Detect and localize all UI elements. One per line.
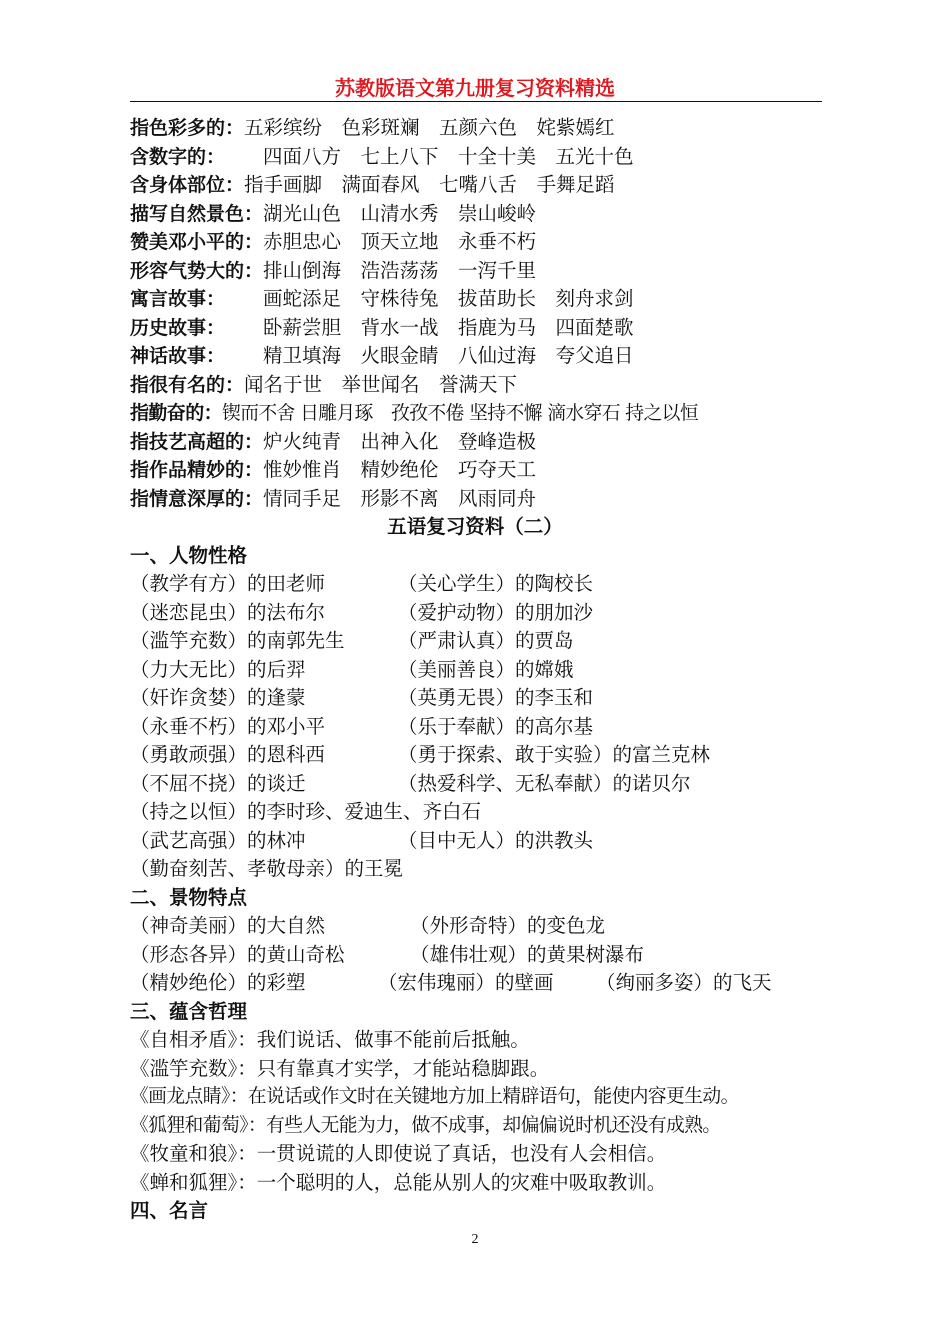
list-item: 《滥竽充数》：只有靠真才实学，才能站稳脚跟。 bbox=[130, 1056, 550, 1080]
idiom-category-label: 指作品精妙的： bbox=[130, 459, 264, 481]
scenery-entry: （形态各异）的黄山奇松 bbox=[130, 942, 345, 966]
character-entry: （热爱科学、无私奉献）的诺贝尔 bbox=[398, 771, 691, 795]
idiom-category-label: 指技艺高超的： bbox=[130, 430, 264, 453]
list-item: 《牧童和狼》：一贯说谎的人即使说了真话，也没有人会相信。 bbox=[130, 1142, 667, 1165]
idiom-row bbox=[130, 456, 830, 485]
character-entry: （滥竽充数）的南郭先生 bbox=[130, 629, 345, 652]
list-item bbox=[130, 599, 830, 628]
idiom-row bbox=[130, 114, 830, 143]
idiom-items: 闻名于世 举世闻名 誉满天下 bbox=[244, 372, 518, 396]
idiom-items: 五彩缤纷 色彩斑斓 五颜六色 姹紫嫣红 bbox=[244, 116, 615, 139]
list-item bbox=[130, 684, 830, 713]
idiom-row bbox=[130, 228, 830, 257]
idiom-row bbox=[130, 171, 830, 200]
idiom-items: 锲而不舍 日雕月琢 孜孜不倦 坚持不懈 滴水穿石 持之以恒 bbox=[222, 403, 699, 424]
document-header-title: 苏教版语文第九册复习资料精选 bbox=[335, 76, 615, 100]
idiom-row bbox=[130, 285, 830, 314]
character-entry: （力大无比）的后羿 bbox=[130, 657, 306, 681]
idiom-category-label: 描写自然景色： bbox=[130, 202, 264, 225]
scenery-list bbox=[130, 912, 830, 998]
idiom-row bbox=[130, 342, 830, 371]
idiom-items: 赤胆忠心 顶天立地 永垂不朽 bbox=[263, 230, 537, 253]
character-entry: （英勇无畏）的李玉和 bbox=[398, 686, 594, 709]
character-entry: （严肃认真）的贾岛 bbox=[398, 629, 574, 652]
idiom-category-label: 赞美邓小平的： bbox=[130, 231, 264, 253]
idiom-category-label: 含数字的： bbox=[130, 145, 226, 168]
philosophy-list bbox=[130, 1026, 830, 1197]
character-entry: （持之以恒）的李时珍、爱迪生、齐白石 bbox=[130, 800, 482, 823]
idiom-category-label: 含身体部位： bbox=[130, 174, 245, 196]
scenery-entry: （神奇美丽）的大自然 bbox=[130, 914, 326, 937]
character-entry: （勇敢顽强）的恩科西 bbox=[130, 743, 326, 766]
idiom-category-label: 指情意深厚的： bbox=[130, 487, 264, 510]
idiom-row bbox=[130, 485, 830, 514]
idiom-row bbox=[130, 371, 830, 400]
character-entry: （奸诈贪婪）的逢蒙 bbox=[130, 686, 306, 709]
idiom-category-label: 指色彩多的： bbox=[130, 117, 245, 139]
idiom-row bbox=[130, 428, 830, 457]
list-item bbox=[130, 855, 830, 884]
character-entry: （教学有方）的田老师 bbox=[130, 572, 326, 595]
page-content bbox=[130, 114, 830, 1226]
list-item bbox=[130, 570, 830, 599]
character-entry: （勤奋刻苦、孝敬母亲）的王冕 bbox=[130, 857, 404, 880]
scenery-entry: （外形奇特）的变色龙 bbox=[410, 914, 606, 937]
section-heading-philosophy: 三、蕴含哲理 bbox=[130, 999, 248, 1023]
scenery-entry: （精妙绝伦）的彩塑 bbox=[130, 971, 306, 994]
scenery-entry: （雄伟壮观）的黄果树瀑布 bbox=[410, 942, 645, 966]
list-item: 《自相矛盾》：我们说话、做事不能前后抵触。 bbox=[130, 1028, 530, 1051]
character-entry: （目中无人）的洪教头 bbox=[398, 828, 594, 852]
idiom-items: 排山倒海 浩浩荡荡 一泻千里 bbox=[263, 258, 537, 282]
idiom-category-label: 指很有名的： bbox=[130, 373, 245, 396]
idiom-items: 情同手足 形影不离 风雨同舟 bbox=[263, 486, 537, 510]
list-item bbox=[130, 798, 830, 827]
idiom-row bbox=[130, 399, 830, 428]
character-entry: （不屈不挠）的谈迁 bbox=[130, 771, 306, 795]
character-entry: （武艺高强）的林冲 bbox=[130, 828, 306, 852]
idiom-category-label: 形容气势大的： bbox=[130, 259, 264, 282]
section-heading-quotes: 四、名言 bbox=[130, 1199, 209, 1222]
page-number: 2 bbox=[471, 1232, 479, 1247]
idiom-category-label: 指勤奋的： bbox=[130, 402, 223, 424]
section-heading-characters: 一、人物性格 bbox=[130, 543, 248, 567]
idiom-items: 画蛇添足 守株待兔 拔苗助长 刻舟求剑 bbox=[263, 287, 634, 310]
idiom-items: 惟妙惟肖 精妙绝伦 巧夺天工 bbox=[263, 458, 537, 481]
idiom-items: 炉火纯青 出神入化 登峰造极 bbox=[263, 429, 537, 453]
scenery-entry: （宏伟瑰丽）的壁画 bbox=[378, 971, 554, 994]
idiom-category-label: 神话故事： bbox=[130, 345, 226, 367]
list-item: 《画龙点睛》：在说话或作文时在关键地方加上精辟语句，能使内容更生动。 bbox=[130, 1086, 739, 1107]
scenery-entry: （绚丽多姿）的飞天 bbox=[596, 971, 772, 994]
character-entry: （迷恋昆虫）的法布尔 bbox=[130, 600, 326, 624]
list-item bbox=[130, 741, 830, 770]
idiom-items: 四面八方 七上八下 十全十美 五光十色 bbox=[263, 144, 634, 168]
list-item bbox=[130, 627, 830, 656]
list-item bbox=[130, 969, 830, 998]
list-item bbox=[130, 713, 830, 742]
part-two-title: 五语复习资料（二） bbox=[387, 515, 563, 538]
character-entry: （美丽善良）的嫦娥 bbox=[398, 657, 574, 681]
list-item bbox=[130, 656, 830, 685]
list-item bbox=[130, 912, 830, 941]
character-entry: （永垂不朽）的邓小平 bbox=[130, 714, 326, 738]
idiom-row bbox=[130, 314, 830, 343]
list-item bbox=[130, 827, 830, 856]
idiom-items: 精卫填海 火眼金睛 八仙过海 夸父追日 bbox=[263, 344, 634, 367]
character-entry: （勇于探索、敢于实验）的富兰克林 bbox=[398, 743, 711, 766]
idiom-category-label: 寓言故事： bbox=[130, 288, 226, 310]
character-entry: （爱护动物）的朋加沙 bbox=[398, 600, 594, 624]
idiom-category-label: 历史故事： bbox=[130, 316, 226, 339]
character-entry: （关心学生）的陶校长 bbox=[398, 572, 594, 595]
section-heading-scenery: 二、景物特点 bbox=[130, 885, 248, 909]
idiom-items: 指手画脚 满面春风 七嘴八舌 手舞足蹈 bbox=[244, 173, 615, 196]
idiom-items: 卧薪尝胆 背水一战 指鹿为马 四面楚歌 bbox=[263, 315, 634, 339]
header-divider bbox=[130, 101, 822, 102]
list-item: 《蝉和狐狸》：一个聪明的人，总能从别人的灾难中吸取教训。 bbox=[130, 1170, 667, 1194]
list-item bbox=[130, 770, 830, 799]
list-item bbox=[130, 941, 830, 970]
list-item: 《狐狸和葡萄》：有些人无能为力，做不成事，却偏偏说时机还没有成熟。 bbox=[130, 1114, 721, 1136]
idiom-row bbox=[130, 257, 830, 286]
character-entry: （乐于奉献）的高尔基 bbox=[398, 714, 594, 738]
idiom-list bbox=[130, 114, 830, 513]
idiom-row bbox=[130, 200, 830, 229]
idiom-items: 湖光山色 山清水秀 崇山峻岭 bbox=[263, 201, 537, 225]
character-list bbox=[130, 570, 830, 884]
idiom-row bbox=[130, 143, 830, 172]
